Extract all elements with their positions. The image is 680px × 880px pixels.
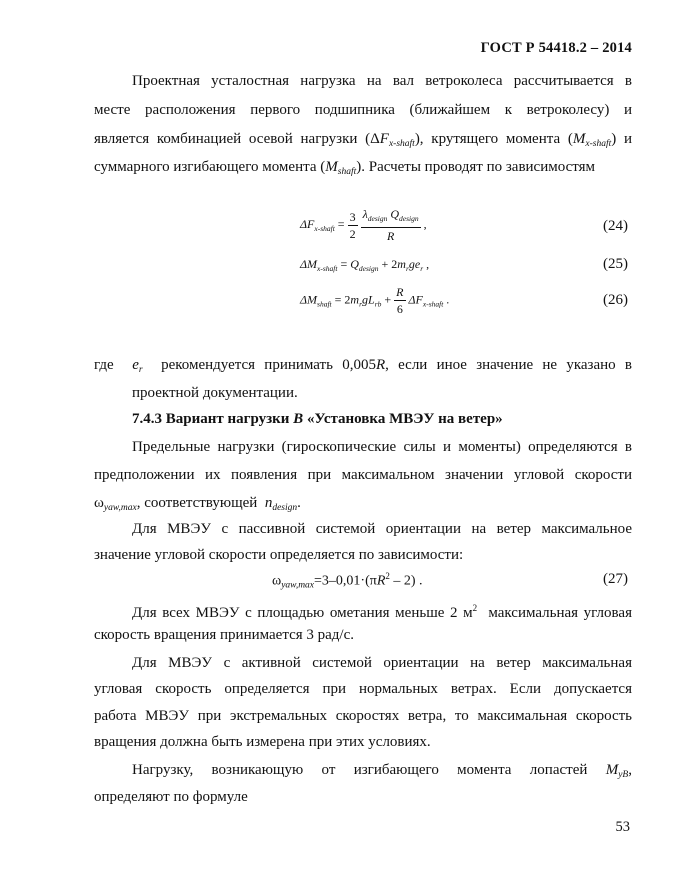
paragraph-4-line-1: Для всех МВЭУ с площадью ометания меньше 2 $м^2$ максимальная угловая bbox=[132, 603, 632, 621]
paragraph-5-line-1: Для МВЭУ с активной системой ориентации на ветер максимальная bbox=[132, 655, 632, 671]
paragraph-1-line-4: суммарного изгибающего момента $(M_{shaft})$. Расчеты проводят по зависимостям bbox=[94, 159, 596, 177]
paragraph-2-line-1: Предельные нагрузки (гироскопические силы и моменты) определяются в bbox=[132, 439, 632, 455]
equation-27-number: (27) bbox=[603, 571, 628, 587]
paragraph-6-line-1: Нагрузку, возникающую от изгибающего момента лопастей $M_{yB}$, bbox=[132, 762, 632, 780]
equation-24-number: (24) bbox=[603, 218, 628, 234]
paragraph-3-line-2: значение угловой скорости определяется по зависимости: bbox=[94, 547, 464, 563]
paragraph-2-line-2: предположении их появления при максимальном значении угловой скорости bbox=[94, 467, 632, 483]
equation-26-number: (26) bbox=[603, 292, 628, 308]
page-number: 53 bbox=[615, 819, 630, 835]
where-clause-line-2: проектной документации. bbox=[132, 385, 298, 401]
paragraph-3-line-1: Для МВЭУ с пассивной системой ориентации на ветер максимальное bbox=[132, 521, 632, 537]
document-header: ГОСТ Р 54418.2 – 2014 bbox=[480, 40, 632, 56]
equation-25-number: (25) bbox=[603, 256, 628, 272]
paragraph-1-line-3: является комбинацией осевой нагрузки $(\Delta F_{x-shaft})$, крутящего момента $(M_{x-shaft})$ и bbox=[94, 131, 632, 149]
paragraph-1-line-1: Проектная усталостная нагрузка на вал ветроколеса рассчитывается в bbox=[132, 73, 632, 89]
equation-24: $\Delta F_{x-shaft}$ = $\frac{3}{2}$ $\frac{\lambda_{design} Q_{design}}{R}$ , bbox=[300, 207, 427, 243]
section-heading: 7.4.3 Вариант нагрузки B «Установка МВЭУ на ветер» bbox=[132, 411, 503, 427]
where-clause-line-1: где $e_r$ рекомендуется принимать 0,005R, если иное значение не указано в bbox=[94, 357, 632, 375]
paragraph-2-line-3: $\omega_{yaw,max}$, соответствующей $n_{design}$. bbox=[94, 495, 301, 513]
paragraph-5-line-4: вращения должна быть измерена при этих условиях. bbox=[94, 734, 431, 750]
paragraph-6-line-2: определяют по формуле bbox=[94, 789, 248, 805]
paragraph-5-line-2: угловая скорость определяется при нормальных ветрах. Если допускается bbox=[94, 681, 632, 697]
equation-26: $\Delta M_{shaft} = 2m_rgL_{rb}$ + $\frac{R}{6}$ $\Delta F_{x-shaft}$ . bbox=[300, 285, 450, 316]
paragraph-5-line-3: работа МВЭУ при экстремальных скоростях ветра, то максимальная скорость bbox=[94, 708, 632, 724]
paragraph-1-line-2: месте расположения первого подшипника (ближайшем к ветроколесу) и bbox=[94, 102, 632, 118]
equation-25: $\Delta M_{x-shaft} = Q_{design} + 2m_rge_r$ , bbox=[300, 257, 430, 273]
equation-27: $\omega_{yaw,max}=3-0,01\cdot(\pi R^2 - 2)$ . bbox=[272, 571, 423, 591]
paragraph-4-line-2: скорость вращения принимается 3 рад/с. bbox=[94, 627, 354, 643]
